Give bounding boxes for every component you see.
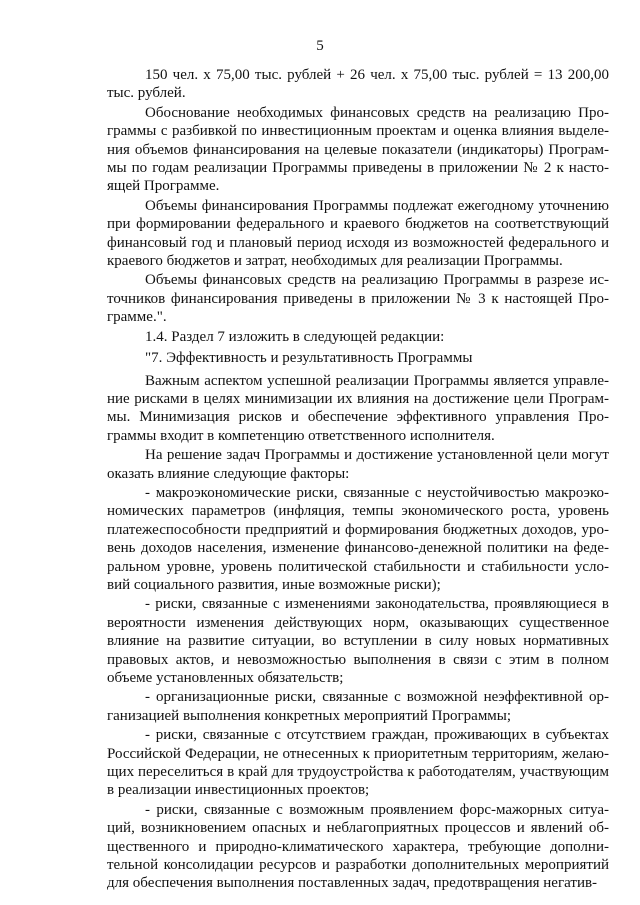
document-body	[107, 66, 609, 893]
paragraph-influencing-factors: На решение задач Программы и достижение установленной цели могут оказать влияние следующие факторы:	[107, 447, 609, 482]
page-number: 5	[316, 38, 324, 54]
paragraph-funding-volumes: Объемы финансирования Программы подлежат ежегодному уточнению при формировании федерального и краевого бюджетов на соответствующий финансовый год и плановый период исходя из возможностей федерального и краевого бюджетов и затрат, необходимых для реализации Программы.	[107, 197, 609, 270]
section-heading: "7. Эффективность и результативность Программы	[145, 350, 473, 367]
paragraph-risk-management: Важным аспектом успешной реализации Программы является управление рисками в целях минимизации их влияния на достижение цели Программы. Минимизация рисков и обеспечение эффективного управления Программы входит в компетенцию ответственного исполнителя.	[107, 372, 609, 444]
paragraph-calculation: 150 чел. х 75,00 тыс. рублей + 26 чел. х 75,00 тыс. рублей = 13 200,00 тыс. рублей.	[107, 67, 609, 102]
list-item-macroeconomic-risks: - макроэкономические риски, связанные с неустойчивостью макроэкономических параметров (инфляция, темпы экономического роста, уровень платежеспособности предприятий и формирования бюджетных доходов, уровень доходов населения, изменение финансово-денежной политики на федеральном уровне, уровень политической стабильности и стабильности условий социального развития, иные возможные риски);	[107, 484, 609, 593]
list-item-force-majeure-risks: - риски, связанные с возможным проявлением форс-мажорных ситуаций, возникновением опасных и неблагоприятных процессов и явлений общественного и природно-климатического характера, требующие дополнительной консолидации ресурсов и разработки дополнительных мероприятий для обеспечения выполнения поставленных задач, предотвращения негатив-	[107, 801, 609, 892]
paragraph-section-amendment: 1.4. Раздел 7 изложить в следующей редакции:	[145, 328, 445, 345]
paragraph-funding-sources: Объемы финансовых средств на реализацию Программы в разрезе источников финансирования приведены в приложении № 3 к настоящей Программе.".	[107, 272, 609, 326]
list-item-organizational-risks: - организационные риски, связанные с возможной неэффективной организацией выполнения конкретных мероприятий Программы;	[107, 689, 609, 724]
list-item-legislative-risks: - риски, связанные с изменениями законодательства, проявляющиеся в вероятности изменения действующих норм, оказывающих существенное влияние на развитие ситуации, во вступлении в силу новых нормативных правовых актов, и невозможностью выполнения в связи с этим в полном объеме установленных обязательств;	[107, 596, 609, 686]
list-item-migration-risks: - риски, связанные с отсутствием граждан, проживающих в субъектах Российской Федерации, не отнесенных к приоритетным территориям, желающих переселиться в край для трудоустройства к работодателям, участвующим в реализации инвестиционных проектов;	[107, 727, 609, 799]
paragraph-funding-justification: Обоснование необходимых финансовых средств на реализацию Программы с разбивкой по инвестиционным проектам и оценка влияния выделения объемов финансирования на целевые показатели (индикаторы) Программы по годам реализации Программы приведены в приложении № 2 к настоящей Программе.	[107, 104, 609, 195]
